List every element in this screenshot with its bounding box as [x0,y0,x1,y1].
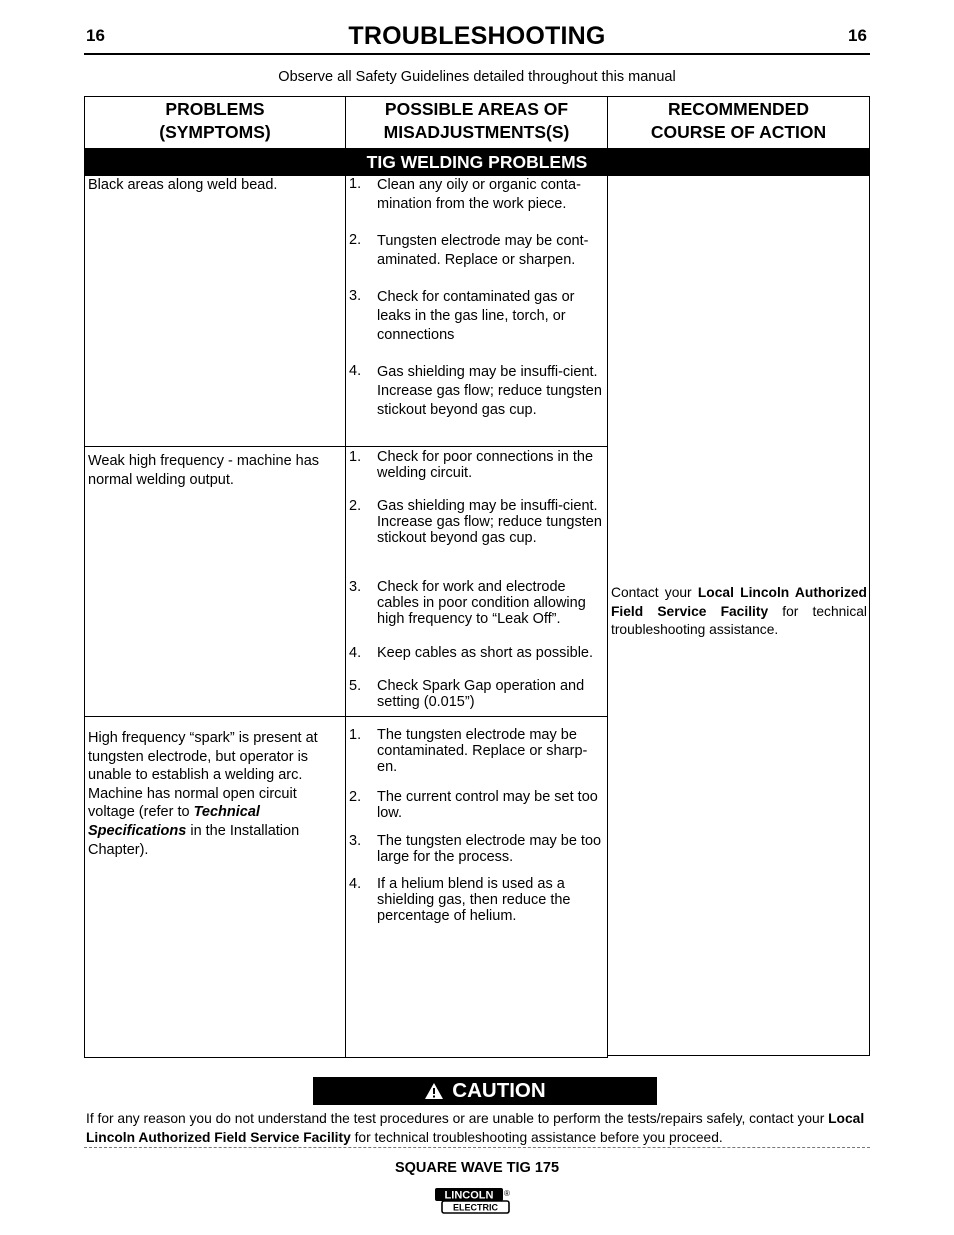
recommendation-cell [607,176,870,1056]
header-areas-line2: MISADJUSTMENTS(S) [383,122,570,142]
item-text: Check for work and electrode cables in poor condition allowing high frequency to “Leak Off”. [377,579,586,628]
areas-row-3 [345,717,608,1058]
lincoln-electric-logo [432,1187,514,1215]
item-text: Check for contaminated gas or leaks in the gas line, torch, or connections [377,289,575,343]
recommendation-post: for technical troubleshooting assistance. [611,603,867,638]
header-areas-line1: POSSIBLE AREAS OF [384,99,569,119]
page-number-right: 16 [848,26,867,45]
item-text: Gas shielding may be insuffi-cient. Increase gas flow; reduce tungsten stickout beyond gas cup. [377,498,602,547]
list-item [349,579,605,628]
symptom-text-3-emphasis: Technical Specifications [88,804,260,839]
caution-post: for technical troubleshooting assistance before you proceed. [350,1130,723,1145]
symptom-row-3 [84,717,346,1058]
list-item [349,789,605,821]
page-title: TROUBLESHOOTING [348,22,606,50]
item-number: 4. [349,876,362,892]
symptom-text-2: Weak high frequency - machine has normal welding output. [88,453,320,488]
list-item [349,833,605,865]
item-number: 1. [349,727,362,743]
item-text: The tungsten electrode may be contaminated. Replace or sharp-en. [377,727,588,776]
item-number: 3. [349,288,362,304]
list-item [349,449,605,481]
item-number: 1. [349,449,362,465]
caution-title: CAUTION [452,1079,546,1102]
section-band [84,148,870,176]
caution-text [86,1109,870,1147]
item-text: Check Spark Gap operation and setting (0.015”) [377,678,585,711]
caution-pre: If for any reason you do not understand the test procedures or are unable to perform the tests/repairs safely, contact your [86,1111,829,1126]
item-text: The tungsten electrode may be too large for the process. [377,833,602,866]
item-number: 3. [349,833,362,849]
item-text: Tungsten electrode may be cont-aminated. Replace or sharpen. [377,233,589,268]
header-areas [345,96,608,149]
troubleshooting-table [84,96,870,1058]
list-item [349,232,605,270]
safety-note: Observe all Safety Guidelines detailed throughout this manual [278,69,676,85]
symptom-text-1: Black areas along weld bead. [88,177,278,193]
list-item [349,363,605,419]
item-text: Check for poor connections in the welding circuit. [377,449,594,482]
symptom-text-3b: in the Installation Chapter). [88,822,300,858]
section-title: TIG WELDING PROBLEMS [366,152,588,172]
recommendation-pre: Contact your [611,585,698,600]
item-text: The current control may be set too low. [377,789,598,822]
caution-service-facility: Local Lincoln Authorized Field Service Facility [86,1111,865,1145]
list-item [349,876,605,925]
list-item [349,288,605,344]
item-number: 3. [349,579,362,595]
item-text: If a helium blend is used as a shielding gas, then reduce the percentage of helium. [377,876,571,925]
header-problems-line2: (SYMPTOMS) [159,122,271,142]
service-facility-name: Local Lincoln Authorized Field Service Facility [611,585,867,619]
list-item [349,498,605,547]
header-problems [84,96,346,149]
item-number: 2. [349,232,362,248]
item-number: 2. [349,498,362,514]
symptom-text-3a: High frequency “spark” is present at tungsten electrode, but operator is unable to establish a welding arc. Machine has normal open circuit voltage (refer to [88,730,318,821]
logo-text-top: LINCOLN [444,1189,494,1202]
item-number: 5. [349,678,362,694]
model-name: SQUARE WAVE TIG 175 [394,1160,560,1176]
list-item [349,645,605,661]
areas-row-1 [345,176,608,447]
header-recommended-line2: COURSE OF ACTION [650,122,827,142]
logo-text-bottom: ELECTRIC [453,1202,498,1213]
list-item [349,176,605,214]
symptom-row-2 [84,447,346,717]
caution-banner [313,1077,657,1105]
page-number-left: 16 [86,26,105,45]
warning-triangle-icon [424,1082,444,1100]
item-number: 4. [349,645,362,661]
item-text: Clean any oily or organic conta-mination from the work piece. [377,177,581,212]
item-number: 2. [349,789,362,805]
item-text: Keep cables as short as possible. [377,645,594,661]
header-recommended [607,96,870,149]
areas-row-2 [345,447,608,717]
recommendation-text [611,584,867,640]
symptom-row-1 [84,176,346,447]
item-text: Gas shielding may be insuffi-cient. Increase gas flow; reduce tungsten stickout beyond gas cup. [377,364,602,418]
list-item [349,678,605,710]
header-problems-line1: PROBLEMS [165,99,265,119]
list-item [349,727,605,776]
header-rule [84,53,870,55]
footer-divider [84,1147,870,1148]
logo-registered-mark: ® [504,1189,510,1198]
header-recommended-line1: RECOMMENDED [668,99,809,119]
item-number: 1. [349,176,362,192]
item-number: 4. [349,363,362,379]
